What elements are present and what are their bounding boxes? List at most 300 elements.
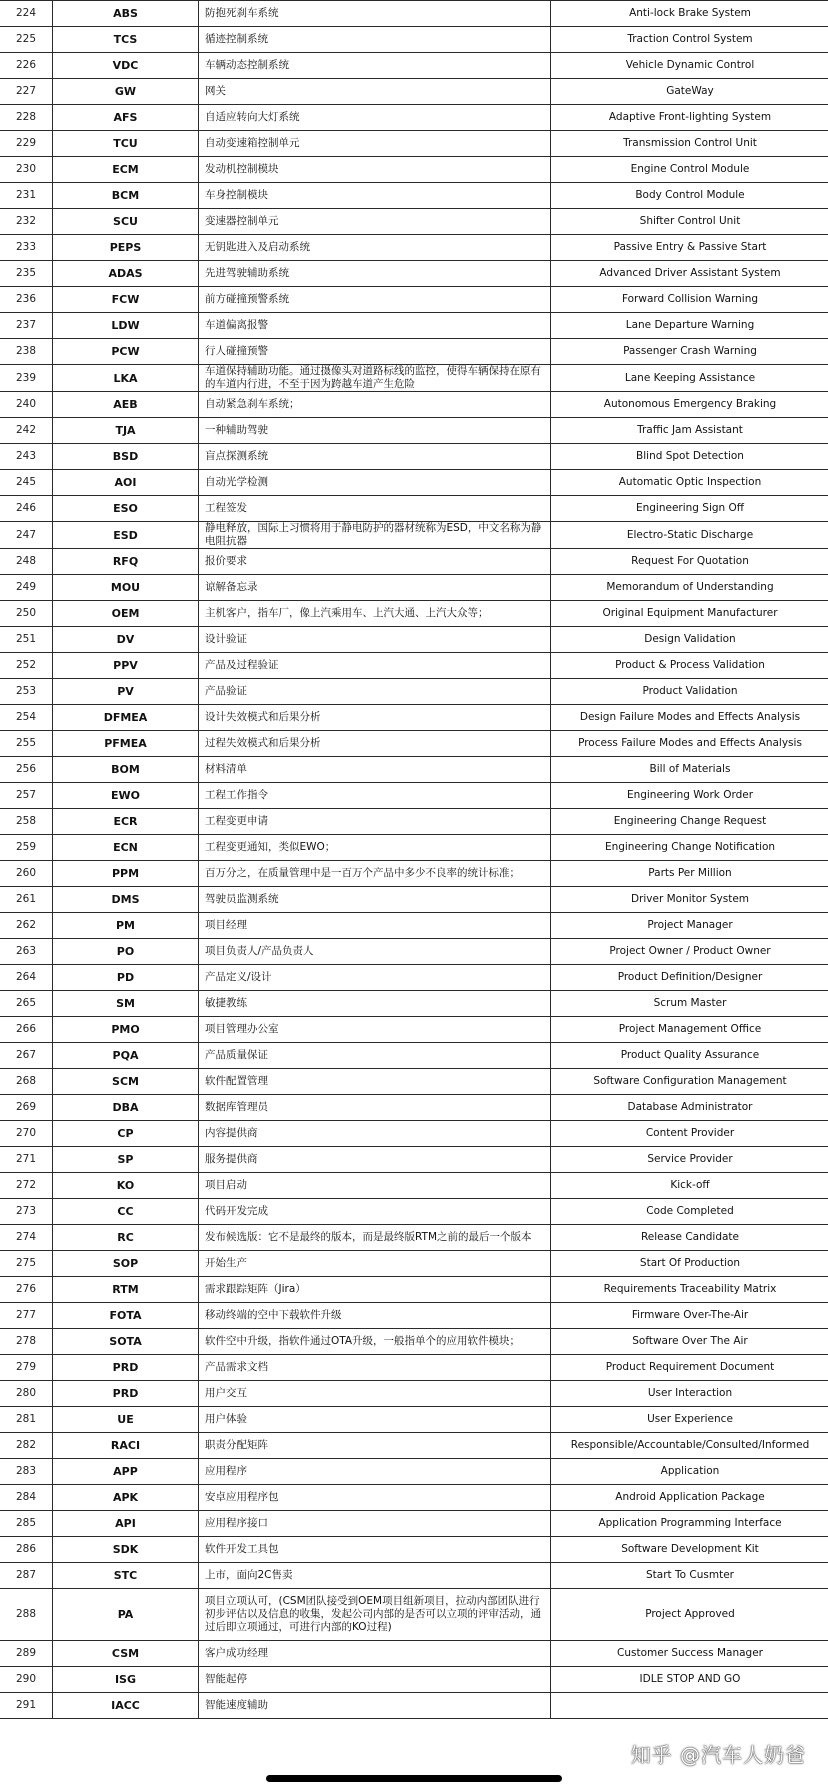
chinese-description-cell: 报价要求 [199,549,551,575]
table-row [0,679,828,705]
abbreviation-cell: LDW [53,313,199,339]
abbreviation-cell: IACC [53,1693,199,1719]
english-term-cell: Lane Departure Warning [551,313,828,339]
chinese-description-cell: 工程签发 [199,496,551,522]
row-number-cell: 256 [0,757,53,783]
abbreviation-cell: DMS [53,887,199,913]
abbreviation-cell: PEPS [53,235,199,261]
chinese-description-cell: 循迹控制系统 [199,27,551,53]
abbreviation-cell: KO [53,1173,199,1199]
abbreviation-cell: DBA [53,1095,199,1121]
table-row [0,939,828,965]
row-number-cell: 258 [0,809,53,835]
english-term-cell: Kick-off [551,1173,828,1199]
table-row [0,1095,828,1121]
english-term-cell: Adaptive Front-lighting System [551,105,828,131]
abbreviation-cell: TCS [53,27,199,53]
english-term-cell: Passenger Crash Warning [551,339,828,365]
row-number-cell: 264 [0,965,53,991]
chinese-description-cell: 开始生产 [199,1251,551,1277]
row-number-cell: 226 [0,53,53,79]
chinese-description-cell: 用户交互 [199,1381,551,1407]
row-number-cell: 289 [0,1641,53,1667]
english-term-cell: Requirements Traceability Matrix [551,1277,828,1303]
abbreviation-cell: DFMEA [53,705,199,731]
row-number-cell: 249 [0,575,53,601]
abbreviation-cell: CP [53,1121,199,1147]
chinese-description-cell: 自动光学检测 [199,470,551,496]
chinese-description-cell: 服务提供商 [199,1147,551,1173]
english-term-cell: Product Requirement Document [551,1355,828,1381]
chinese-description-cell: 车道偏离报警 [199,313,551,339]
glossary-body [0,1,828,1719]
table-row [0,1459,828,1485]
abbreviation-cell: BCM [53,183,199,209]
abbreviation-cell: GW [53,79,199,105]
table-row [0,705,828,731]
english-term-cell: Electro-Static Discharge [551,522,828,549]
chinese-description-cell: 盲点探测系统 [199,444,551,470]
table-row [0,991,828,1017]
row-number-cell: 248 [0,549,53,575]
chinese-description-cell: 无钥匙进入及启动系统 [199,235,551,261]
english-term-cell: Anti-lock Brake System [551,1,828,27]
row-number-cell: 282 [0,1433,53,1459]
abbreviation-cell: CC [53,1199,199,1225]
table-row [0,418,828,444]
chinese-description-cell: 发布候选版：它不是最终的版本，而是最终版RTM之前的最后一个版本 [199,1225,551,1251]
abbreviation-cell: STC [53,1563,199,1589]
row-number-cell: 276 [0,1277,53,1303]
row-number-cell: 262 [0,913,53,939]
row-number-cell: 265 [0,991,53,1017]
table-row [0,627,828,653]
row-number-cell: 233 [0,235,53,261]
english-term-cell: User Interaction [551,1381,828,1407]
abbreviation-cell: PPV [53,653,199,679]
english-term-cell: Driver Monitor System [551,887,828,913]
chinese-description-cell: 车身控制模块 [199,183,551,209]
chinese-description-cell: 软件空中升级，指软件通过OTA升级，一般指单个的应用软件模块； [199,1329,551,1355]
abbreviation-cell: BSD [53,444,199,470]
table-row [0,575,828,601]
table-row [0,1537,828,1563]
table-row [0,157,828,183]
row-number-cell: 240 [0,392,53,418]
english-term-cell: Transmission Control Unit [551,131,828,157]
english-term-cell: Project Approved [551,1589,828,1641]
abbreviation-cell: SCM [53,1069,199,1095]
row-number-cell: 246 [0,496,53,522]
english-term-cell: IDLE STOP AND GO [551,1667,828,1693]
abbreviation-cell: SOP [53,1251,199,1277]
row-number-cell: 239 [0,365,53,392]
abbreviation-cell: PRD [53,1355,199,1381]
english-term-cell: Firmware Over-The-Air [551,1303,828,1329]
abbreviation-cell: SOTA [53,1329,199,1355]
english-term-cell: Automatic Optic Inspection [551,470,828,496]
row-number-cell: 274 [0,1225,53,1251]
chinese-description-cell: 自动紧急刹车系统； [199,392,551,418]
chinese-description-cell: 自动变速箱控制单元 [199,131,551,157]
abbreviation-cell: RFQ [53,549,199,575]
table-row [0,1251,828,1277]
english-term-cell: Product Definition/Designer [551,965,828,991]
row-number-cell: 224 [0,1,53,27]
chinese-description-cell: 一种辅助驾驶 [199,418,551,444]
chinese-description-cell: 产品验证 [199,679,551,705]
row-number-cell: 286 [0,1537,53,1563]
row-number-cell: 259 [0,835,53,861]
abbreviation-cell: RC [53,1225,199,1251]
row-number-cell: 284 [0,1485,53,1511]
table-row [0,27,828,53]
table-row [0,1277,828,1303]
abbreviation-cell: APP [53,1459,199,1485]
table-row [0,757,828,783]
english-term-cell: Start To Cusmter [551,1563,828,1589]
row-number-cell: 225 [0,27,53,53]
chinese-description-cell: 过程失效模式和后果分析 [199,731,551,757]
english-term-cell: Software Development Kit [551,1537,828,1563]
table-row [0,1511,828,1537]
abbreviation-cell: DV [53,627,199,653]
table-row [0,965,828,991]
english-term-cell: Lane Keeping Assistance [551,365,828,392]
english-term-cell: Customer Success Manager [551,1641,828,1667]
row-number-cell: 227 [0,79,53,105]
english-term-cell [551,1693,828,1719]
chinese-description-cell: 软件配置管理 [199,1069,551,1095]
zhihu-watermark: 知乎 @汽车人奶爸 [630,1743,806,1767]
table-row [0,392,828,418]
row-number-cell: 254 [0,705,53,731]
abbreviation-cell: APK [53,1485,199,1511]
abbreviation-cell: SP [53,1147,199,1173]
abbreviation-cell: AOI [53,470,199,496]
chinese-description-cell: 代码开发完成 [199,1199,551,1225]
row-number-cell: 271 [0,1147,53,1173]
english-term-cell: Process Failure Modes and Effects Analysis [551,731,828,757]
english-term-cell: Software Configuration Management [551,1069,828,1095]
table-row [0,496,828,522]
english-term-cell: Code Completed [551,1199,828,1225]
english-term-cell: Engineering Sign Off [551,496,828,522]
row-number-cell: 231 [0,183,53,209]
abbreviation-cell: PM [53,913,199,939]
chinese-description-cell: 前方碰撞预警系统 [199,287,551,313]
chinese-description-cell: 移动终端的空中下载软件升级 [199,1303,551,1329]
abbreviation-cell: UE [53,1407,199,1433]
english-term-cell: Responsible/Accountable/Consulted/Informed [551,1433,828,1459]
table-row [0,783,828,809]
table-row [0,835,828,861]
chinese-description-cell: 客户成功经理 [199,1641,551,1667]
english-term-cell: Product & Process Validation [551,653,828,679]
abbreviation-cell: ECM [53,157,199,183]
english-term-cell: Design Failure Modes and Effects Analysis [551,705,828,731]
chinese-description-cell: 软件开发工具包 [199,1537,551,1563]
row-number-cell: 270 [0,1121,53,1147]
table-row [0,1693,828,1719]
english-term-cell: GateWay [551,79,828,105]
row-number-cell: 252 [0,653,53,679]
english-term-cell: Content Provider [551,1121,828,1147]
row-number-cell: 279 [0,1355,53,1381]
row-number-cell: 242 [0,418,53,444]
row-number-cell: 275 [0,1251,53,1277]
english-term-cell: Service Provider [551,1147,828,1173]
table-row [0,131,828,157]
row-number-cell: 236 [0,287,53,313]
chinese-description-cell: 敏捷教练 [199,991,551,1017]
chinese-description-cell: 先进驾驶辅助系统 [199,261,551,287]
abbreviation-cell: ESD [53,522,199,549]
chinese-description-cell: 产品及过程验证 [199,653,551,679]
row-number-cell: 287 [0,1563,53,1589]
english-term-cell: Application [551,1459,828,1485]
table-row [0,1433,828,1459]
table-row [0,1043,828,1069]
chinese-description-cell: 应用程序 [199,1459,551,1485]
chinese-description-cell: 项目负责人/产品负责人 [199,939,551,965]
row-number-cell: 261 [0,887,53,913]
abbreviation-cell: ECR [53,809,199,835]
english-term-cell: Product Quality Assurance [551,1043,828,1069]
abbreviation-cell: MOU [53,575,199,601]
english-term-cell: Advanced Driver Assistant System [551,261,828,287]
table-row [0,913,828,939]
abbreviation-cell: EWO [53,783,199,809]
abbreviation-cell: PV [53,679,199,705]
abbreviation-cell: PA [53,1589,199,1641]
row-number-cell: 257 [0,783,53,809]
chinese-description-cell: 材料清单 [199,757,551,783]
table-row [0,287,828,313]
english-term-cell: Blind Spot Detection [551,444,828,470]
row-number-cell: 235 [0,261,53,287]
table-row [0,313,828,339]
row-number-cell: 288 [0,1589,53,1641]
home-indicator[interactable] [266,1775,562,1782]
abbreviation-cell: SDK [53,1537,199,1563]
table-row [0,470,828,496]
row-number-cell: 228 [0,105,53,131]
table-row [0,209,828,235]
chinese-description-cell: 车辆动态控制系统 [199,53,551,79]
table-row [0,444,828,470]
chinese-description-cell: 车道保持辅助功能。通过摄像头对道路标线的监控，使得车辆保持在原有的车道内行进，不至于因为跨越车道产生危险 [199,365,551,392]
english-term-cell: Release Candidate [551,1225,828,1251]
chinese-description-cell: 行人碰撞预警 [199,339,551,365]
table-row [0,79,828,105]
english-term-cell: Application Programming Interface [551,1511,828,1537]
abbreviation-cell: PO [53,939,199,965]
row-number-cell: 266 [0,1017,53,1043]
english-term-cell: Engineering Change Request [551,809,828,835]
english-term-cell: Software Over The Air [551,1329,828,1355]
chinese-description-cell: 产品需求文档 [199,1355,551,1381]
table-row [0,1069,828,1095]
table-row [0,261,828,287]
row-number-cell: 243 [0,444,53,470]
table-row [0,861,828,887]
row-number-cell: 272 [0,1173,53,1199]
table-row [0,1147,828,1173]
table-row [0,1485,828,1511]
english-term-cell: Memorandum of Understanding [551,575,828,601]
abbreviation-cell: PFMEA [53,731,199,757]
chinese-description-cell: 项目立项认可，(CSM团队接受到OEM项目组新项目，拉动内部团队进行初步评估以及信息的收集，发起公司内部的是否可以立项的评审活动，通过后即立项通过，可进行内部的KO过程) [199,1589,551,1641]
english-term-cell: Body Control Module [551,183,828,209]
chinese-description-cell: 工程变更申请 [199,809,551,835]
english-term-cell: Vehicle Dynamic Control [551,53,828,79]
chinese-description-cell: 静电释放，国际上习惯将用于静电防护的器材统称为ESD，中文名称为静电阻抗器 [199,522,551,549]
abbreviation-cell: OEM [53,601,199,627]
english-term-cell: Forward Collision Warning [551,287,828,313]
abbreviation-cell: PD [53,965,199,991]
abbreviation-cell: ABS [53,1,199,27]
row-number-cell: 268 [0,1069,53,1095]
chinese-description-cell: 产品定义/设计 [199,965,551,991]
english-term-cell: Engineering Change Notification [551,835,828,861]
table-row [0,1589,828,1641]
table-row [0,1641,828,1667]
abbreviation-cell: PPM [53,861,199,887]
table-row [0,1667,828,1693]
table-row [0,887,828,913]
abbreviation-cell: PCW [53,339,199,365]
english-term-cell: Android Application Package [551,1485,828,1511]
english-term-cell: Start Of Production [551,1251,828,1277]
abbreviation-cell: TCU [53,131,199,157]
table-row [0,1121,828,1147]
table-row [0,522,828,549]
abbreviation-cell: PQA [53,1043,199,1069]
row-number-cell: 238 [0,339,53,365]
abbreviation-cell: ISG [53,1667,199,1693]
english-term-cell: Traction Control System [551,27,828,53]
table-row [0,1381,828,1407]
chinese-description-cell: 产品质量保证 [199,1043,551,1069]
table-row [0,365,828,392]
abbreviation-cell: SM [53,991,199,1017]
chinese-description-cell: 应用程序接口 [199,1511,551,1537]
english-term-cell: Passive Entry & Passive Start [551,235,828,261]
row-number-cell: 237 [0,313,53,339]
table-row [0,105,828,131]
row-number-cell: 291 [0,1693,53,1719]
abbreviation-cell: RTM [53,1277,199,1303]
abbreviation-cell: AFS [53,105,199,131]
row-number-cell: 283 [0,1459,53,1485]
english-term-cell: Shifter Control Unit [551,209,828,235]
abbreviation-cell: SCU [53,209,199,235]
row-number-cell: 263 [0,939,53,965]
english-term-cell: Project Management Office [551,1017,828,1043]
row-number-cell: 230 [0,157,53,183]
chinese-description-cell: 用户体验 [199,1407,551,1433]
table-row [0,1329,828,1355]
chinese-description-cell: 需求跟踪矩阵（Jira） [199,1277,551,1303]
abbreviation-cell: RACI [53,1433,199,1459]
table-row [0,53,828,79]
chinese-description-cell: 职责分配矩阵 [199,1433,551,1459]
table-row [0,1017,828,1043]
abbreviation-cell: PMO [53,1017,199,1043]
chinese-description-cell: 设计失效模式和后果分析 [199,705,551,731]
chinese-description-cell: 智能速度辅助 [199,1693,551,1719]
abbreviation-cell: ESO [53,496,199,522]
row-number-cell: 247 [0,522,53,549]
chinese-description-cell: 工程工作指令 [199,783,551,809]
abbreviation-cell: PRD [53,1381,199,1407]
table-row [0,809,828,835]
chinese-description-cell: 项目经理 [199,913,551,939]
row-number-cell: 290 [0,1667,53,1693]
table-row [0,601,828,627]
table-row [0,235,828,261]
table-row [0,653,828,679]
chinese-description-cell: 数据库管理员 [199,1095,551,1121]
chinese-description-cell: 项目启动 [199,1173,551,1199]
abbreviation-cell: VDC [53,53,199,79]
chinese-description-cell: 设计验证 [199,627,551,653]
row-number-cell: 251 [0,627,53,653]
row-number-cell: 253 [0,679,53,705]
chinese-description-cell: 工程变更通知，类似EWO； [199,835,551,861]
table-row [0,1225,828,1251]
abbreviation-cell: FCW [53,287,199,313]
table-row [0,1199,828,1225]
abbreviation-cell: ECN [53,835,199,861]
chinese-description-cell: 网关 [199,79,551,105]
table-row [0,1173,828,1199]
row-number-cell: 232 [0,209,53,235]
english-term-cell: Database Administrator [551,1095,828,1121]
row-number-cell: 250 [0,601,53,627]
english-term-cell: Original Equipment Manufacturer [551,601,828,627]
row-number-cell: 255 [0,731,53,757]
table-row [0,1563,828,1589]
table-row [0,1407,828,1433]
abbreviation-cell: ADAS [53,261,199,287]
row-number-cell: 229 [0,131,53,157]
chinese-description-cell: 项目管理办公室 [199,1017,551,1043]
table-row [0,731,828,757]
english-term-cell: Scrum Master [551,991,828,1017]
english-term-cell: Design Validation [551,627,828,653]
chinese-description-cell: 防抱死刹车系统 [199,1,551,27]
chinese-description-cell: 主机客户，指车厂，像上汽乘用车、上汽大通、上汽大众等； [199,601,551,627]
table-row [0,183,828,209]
abbreviation-cell: AEB [53,392,199,418]
english-term-cell: Traffic Jam Assistant [551,418,828,444]
chinese-description-cell: 谅解备忘录 [199,575,551,601]
row-number-cell: 280 [0,1381,53,1407]
chinese-description-cell: 发动机控制模块 [199,157,551,183]
row-number-cell: 281 [0,1407,53,1433]
english-term-cell: Parts Per Million [551,861,828,887]
chinese-description-cell: 上市，面向2C售卖 [199,1563,551,1589]
row-number-cell: 245 [0,470,53,496]
english-term-cell: Engineering Work Order [551,783,828,809]
english-term-cell: Autonomous Emergency Braking [551,392,828,418]
chinese-description-cell: 内容提供商 [199,1121,551,1147]
table-row [0,1,828,27]
abbreviation-cell: LKA [53,365,199,392]
table-row [0,1303,828,1329]
